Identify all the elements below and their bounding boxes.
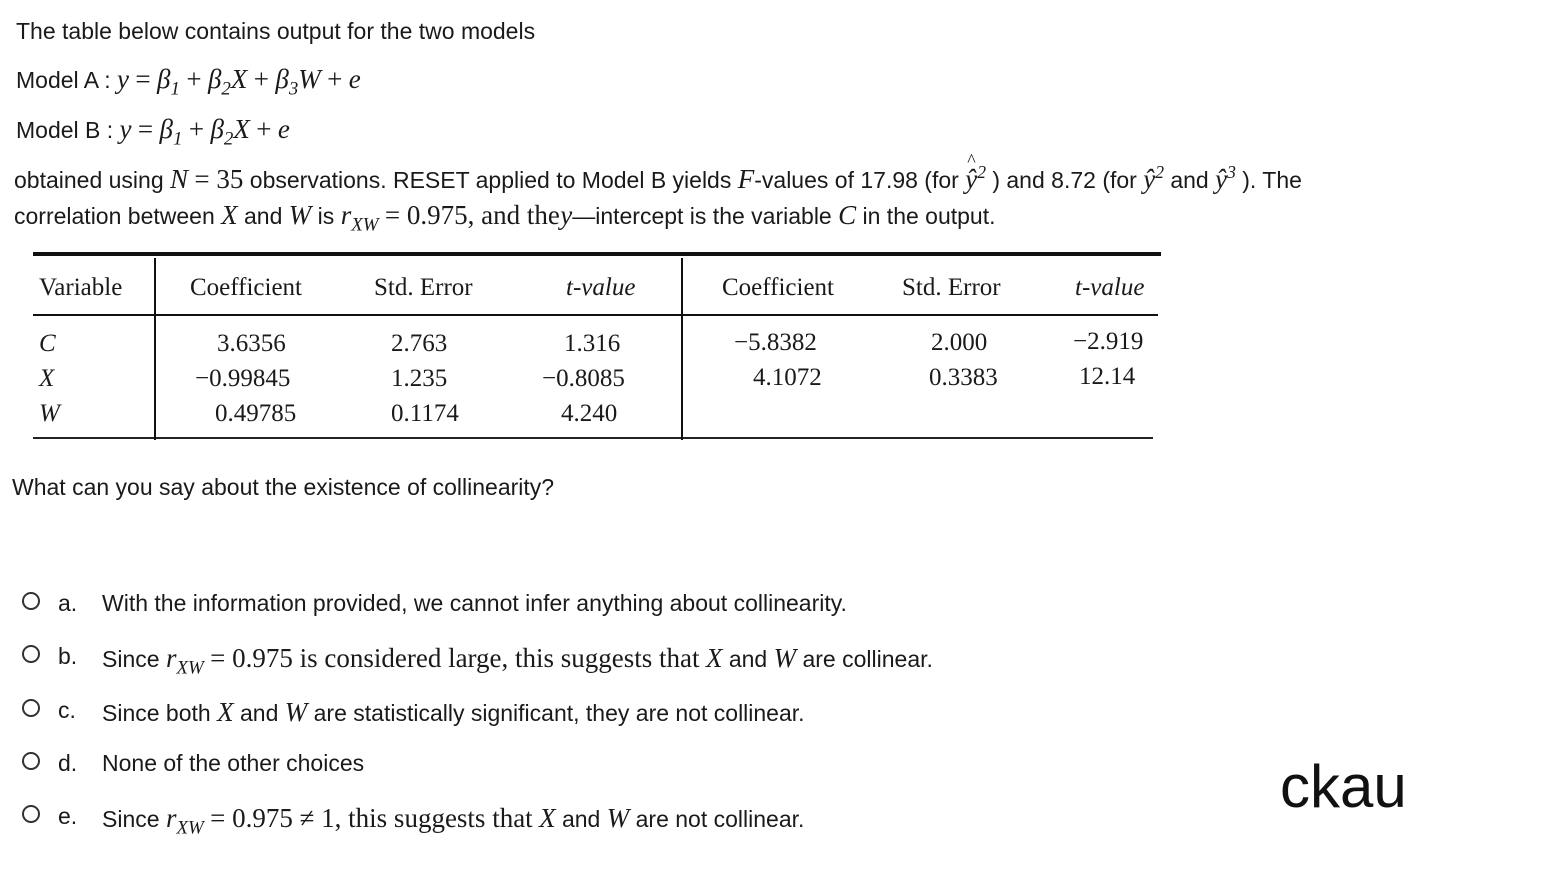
table-cell: −2.919 bbox=[1073, 328, 1144, 355]
header-coefficient-a: Coefficient bbox=[190, 274, 302, 301]
corr-suffix: —intercept is the variable bbox=[572, 203, 832, 229]
obs-text-2: -values of 17.98 (for bbox=[754, 167, 959, 193]
option-text: Since both X and W are statistically significant, they are not collinear. bbox=[102, 697, 805, 727]
table-cell: 1.235 bbox=[391, 365, 448, 392]
model-b-label: Model B : bbox=[16, 117, 114, 143]
intro-text: The table below contains output for the two models bbox=[16, 18, 536, 44]
model-a-label: Model A : bbox=[16, 67, 111, 93]
option-letter: d. bbox=[58, 750, 78, 776]
header-stderr-b: Std. Error bbox=[902, 274, 1001, 301]
corr-and: and bbox=[244, 203, 283, 229]
table-cell: 2.000 bbox=[931, 329, 988, 356]
option-text: Since $r_{XW} = 0.975$ is considered large, this suggests that X and W are collinear. bbox=[102, 643, 933, 679]
table-cell: 0.1174 bbox=[391, 400, 459, 427]
corr-end: in the output. bbox=[862, 203, 996, 229]
radio-option-a[interactable] bbox=[22, 592, 40, 610]
option-letter: c. bbox=[58, 697, 76, 723]
option-letter: e. bbox=[58, 803, 78, 829]
header-tvalue-a: t-value bbox=[566, 274, 636, 301]
option-text-and: and bbox=[239, 700, 279, 726]
obs-text-1: observations. RESET applied to Model B yields bbox=[249, 167, 732, 193]
option-text-pre: Since bbox=[102, 646, 160, 672]
model-a-equation: Model A : $y = \beta_1 + \beta_2X + \beta_3W + e$ bbox=[16, 64, 361, 100]
option-text-mid: = 0.975 is considered large, this suggests that bbox=[210, 643, 700, 673]
obs-prefix: obtained using bbox=[14, 167, 164, 193]
table-cell: 2.763 bbox=[391, 330, 448, 357]
corr-prefix: correlation between bbox=[14, 203, 215, 229]
corr-is: is bbox=[317, 203, 335, 229]
radio-option-e[interactable] bbox=[22, 805, 40, 823]
table-row-var: W bbox=[39, 400, 60, 427]
table-cell: 4.1072 bbox=[753, 364, 822, 391]
header-variable: Variable bbox=[39, 274, 123, 301]
table-cell: 4.240 bbox=[561, 400, 618, 427]
regression-table bbox=[33, 252, 1161, 440]
table-divider-2 bbox=[681, 258, 683, 440]
table-divider-1 bbox=[154, 258, 156, 440]
table-header-rule bbox=[33, 314, 1158, 316]
table-cell: −5.8382 bbox=[734, 329, 817, 356]
table-cell: 3.6356 bbox=[217, 330, 286, 357]
obs-and: and bbox=[1170, 167, 1209, 193]
obs-text-4: ). The bbox=[1242, 167, 1302, 193]
table-cell: −0.99845 bbox=[195, 365, 291, 392]
option-text: None of the other choices bbox=[102, 750, 365, 776]
watermark-text: ckau bbox=[1280, 753, 1407, 820]
table-row-var: X bbox=[39, 365, 55, 392]
header-stderr-a: Std. Error bbox=[374, 274, 473, 301]
observation-text: obtained using N = 35 observations. RESET applied to Model B yields F-values of 17.98 (for ^ $ŷ^2$ ) and 8.72 (for $ŷ^2$ and $ŷ^3$ ). The bbox=[14, 162, 1302, 195]
table-cell: −0.8085 bbox=[542, 365, 625, 392]
option-text-end: are collinear. bbox=[802, 646, 933, 672]
table-top-rule bbox=[33, 252, 1161, 256]
option-text-and: and bbox=[728, 646, 768, 672]
correlation-text: correlation between X and W is $r_{XW} = 0.975$, and the y—intercept is the variable C in the output. bbox=[14, 200, 996, 236]
table-cell: 0.49785 bbox=[215, 400, 297, 427]
model-b-equation: Model B : $y = \beta_1 + \beta_2X + e$ bbox=[16, 114, 290, 150]
table-cell: 1.316 bbox=[564, 330, 621, 357]
corr-value: = 0.975, and the bbox=[384, 200, 560, 230]
option-letter: b. bbox=[58, 643, 78, 669]
obs-text-3: ) and 8.72 (for bbox=[992, 167, 1137, 193]
option-text: With the information provided, we cannot infer anything about collinearity. bbox=[102, 590, 847, 616]
table-bottom-rule bbox=[33, 437, 1153, 439]
option-text-and: and bbox=[561, 806, 601, 832]
radio-option-b[interactable] bbox=[22, 645, 40, 663]
radio-option-d[interactable] bbox=[22, 752, 40, 770]
table-cell: 12.14 bbox=[1079, 363, 1136, 390]
option-text-end: are statistically significant, they are not collinear. bbox=[313, 700, 805, 726]
option-text-end: are not collinear. bbox=[635, 806, 805, 832]
option-letter: a. bbox=[58, 590, 78, 616]
option-text-mid: = 0.975 ≠ 1, this suggests that bbox=[210, 803, 533, 833]
header-coefficient-b: Coefficient bbox=[722, 274, 834, 301]
table-cell: 0.3383 bbox=[929, 364, 998, 391]
header-tvalue-b: t-value bbox=[1075, 274, 1145, 301]
option-text: Since $r_{XW} = 0.975 \ne 1$, this suggests that X and W are not collinear. bbox=[102, 803, 805, 839]
radio-option-c[interactable] bbox=[22, 699, 40, 717]
question-text: What can you say about the existence of collinearity? bbox=[12, 474, 555, 500]
option-text-pre: Since both bbox=[102, 700, 211, 726]
option-text-pre: Since bbox=[102, 806, 160, 832]
table-row-var: C bbox=[39, 330, 56, 357]
